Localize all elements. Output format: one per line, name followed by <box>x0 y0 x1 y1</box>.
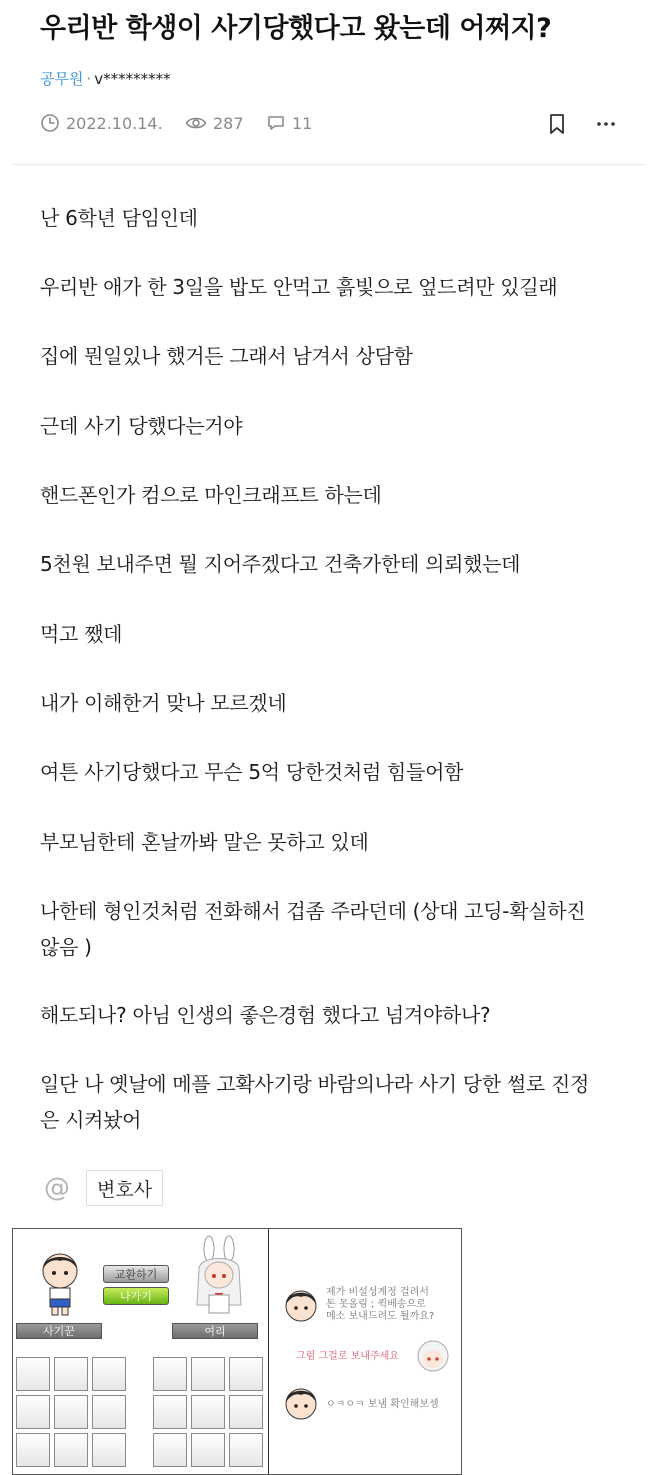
item-slot <box>191 1433 225 1467</box>
body-line: 5천원 보내주면 뭘 지어주겠다고 건축가한테 의뢰했는데 <box>40 552 521 576</box>
trade-divider <box>268 1229 269 1474</box>
body-line: 은 시켜놨어 <box>40 1108 142 1132</box>
item-slot <box>54 1357 88 1391</box>
post-title: 우리반 학생이 사기당했다고 왔는데 어쩌지? <box>40 13 552 44</box>
chat-message: 그럼 그걸로 보내주세요 <box>296 1351 399 1362</box>
item-slot <box>153 1433 187 1467</box>
left-nameplate: 사기꾼 <box>16 1323 102 1339</box>
scammer-character-icon <box>35 1249 85 1319</box>
left-item-slots <box>16 1357 126 1467</box>
post-stats <box>40 113 620 139</box>
body-line: 않음 ) <box>40 935 92 959</box>
mention-tag[interactable]: 변호사 <box>86 1170 163 1206</box>
chat-message: ㅇㅋㅇㅋ 보냄 확인해보셈 <box>326 1399 439 1410</box>
clock-icon <box>40 113 60 133</box>
item-slot <box>16 1433 50 1467</box>
body-line: 부모님한테 혼날까봐 말은 못하고 있데 <box>40 830 369 854</box>
post-date: 2022.10.14. <box>66 113 163 133</box>
comment-icon <box>266 113 286 133</box>
meta-separator: · <box>86 70 92 88</box>
body-line: 나한테 형인것처럼 전화해서 겁좀 주라던데 (상대 고딩-확실하진 <box>40 899 586 923</box>
body-line: 일단 나 옛날에 메플 고확사기랑 바람의나라 사기 당한 썰로 진정 <box>40 1072 590 1096</box>
bunny-face-icon <box>415 1337 451 1373</box>
item-slot <box>16 1395 50 1429</box>
item-slot <box>229 1433 263 1467</box>
more-icon[interactable] <box>596 113 616 139</box>
author-name[interactable]: v********* <box>94 70 171 88</box>
scammer-face-icon <box>283 1287 319 1323</box>
body-line: 해도되나? 아님 인생의 좋은경험 했다고 넘겨야하나? <box>40 1003 491 1027</box>
item-slot <box>16 1357 50 1391</box>
body-line: 근데 사기 당했다는거야 <box>40 414 243 438</box>
item-slot <box>92 1395 126 1429</box>
bunny-character-icon <box>191 1235 247 1321</box>
trade-window-image <box>12 1228 462 1475</box>
right-item-slots <box>153 1357 263 1467</box>
item-slot <box>153 1357 187 1391</box>
body-line: 집에 뭔일있나 했거든 그래서 남겨서 상담함 <box>40 344 413 368</box>
body-line: 난 6학년 담임인데 <box>40 206 198 230</box>
item-slot <box>54 1433 88 1467</box>
view-count: 287 <box>213 113 244 133</box>
views-stat <box>185 113 244 133</box>
item-slot <box>92 1433 126 1467</box>
right-nameplate: 여리 <box>172 1323 258 1339</box>
body-line: 여튼 사기당했다고 무슨 5억 당한것처럼 힘들어함 <box>40 760 464 784</box>
body-line: 내가 이해한거 맞나 모르겠네 <box>40 691 287 715</box>
at-icon: @ <box>44 1173 70 1203</box>
body-line: 우리반 애가 한 3일을 밥도 안먹고 흙빛으로 엎드려만 있길래 <box>40 275 558 299</box>
item-slot <box>229 1357 263 1391</box>
eye-icon <box>185 113 207 133</box>
body-line: 먹고 쨌데 <box>40 622 123 646</box>
item-slot <box>229 1395 263 1429</box>
board-link[interactable]: 공무원 <box>40 70 84 88</box>
post-meta <box>40 68 171 89</box>
bookmark-icon[interactable] <box>548 113 566 139</box>
trade-button: 교환하기 <box>103 1265 169 1283</box>
item-slot <box>92 1357 126 1391</box>
item-slot <box>191 1395 225 1429</box>
item-slot <box>54 1395 88 1429</box>
header-divider <box>12 164 646 165</box>
item-slot <box>153 1395 187 1429</box>
item-slot <box>191 1357 225 1391</box>
comments-stat[interactable] <box>266 113 312 133</box>
mention-row <box>44 1170 163 1206</box>
date-stat <box>40 113 163 133</box>
chat-message: 제가 비설성계정 걸려서 돈 못올림 ; 퀵배송으로 메소 보내드려도 될까요? <box>326 1287 435 1322</box>
comment-count: 11 <box>292 113 313 133</box>
scammer-face-icon <box>283 1385 319 1421</box>
body-line: 핸드폰인가 컴으로 마인크래프트 하는데 <box>40 483 382 507</box>
exit-button: 나가기 <box>103 1287 169 1305</box>
